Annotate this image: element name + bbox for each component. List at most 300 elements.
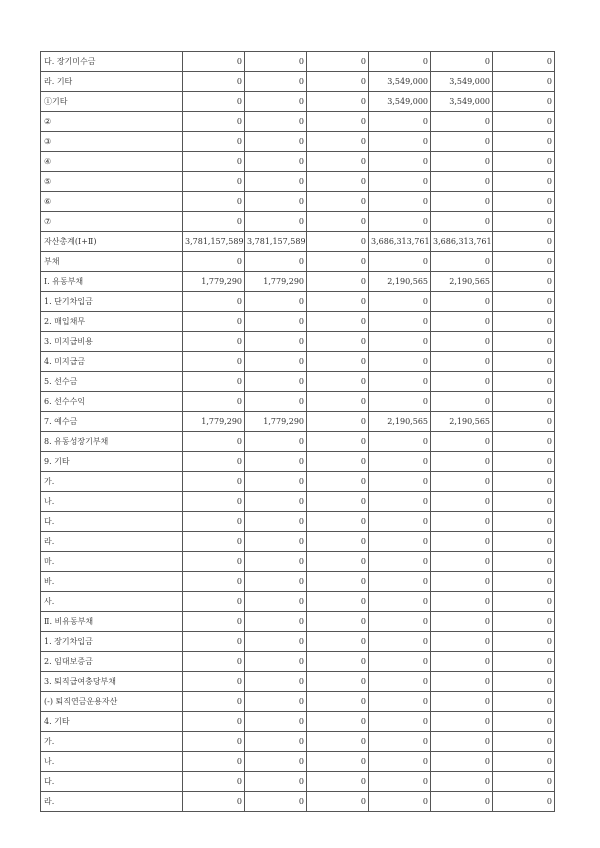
amount-cell: 2,190,565 bbox=[369, 272, 431, 292]
amount-cell: 0 bbox=[245, 672, 307, 692]
amount-cell: 0 bbox=[307, 612, 369, 632]
row-label: 자산총계(Ⅰ+Ⅱ) bbox=[41, 232, 183, 252]
amount-cell: 3,549,000 bbox=[431, 92, 493, 112]
amount-cell: 1,779,290 bbox=[245, 272, 307, 292]
amount-cell: 0 bbox=[307, 632, 369, 652]
amount-cell: 0 bbox=[183, 512, 245, 532]
amount-cell: 0 bbox=[493, 632, 555, 652]
amount-cell: 0 bbox=[369, 172, 431, 192]
table-row bbox=[41, 172, 555, 192]
amount-cell: 0 bbox=[307, 172, 369, 192]
amount-cell: 0 bbox=[245, 72, 307, 92]
amount-cell: 0 bbox=[307, 692, 369, 712]
amount-cell: 0 bbox=[307, 152, 369, 172]
table-row bbox=[41, 712, 555, 732]
amount-cell: 0 bbox=[369, 612, 431, 632]
amount-cell: 0 bbox=[307, 132, 369, 152]
row-label: 2. 매입채무 bbox=[41, 312, 183, 332]
amount-cell: 0 bbox=[183, 472, 245, 492]
table-row bbox=[41, 232, 555, 252]
amount-cell: 0 bbox=[369, 292, 431, 312]
amount-cell: 0 bbox=[307, 92, 369, 112]
amount-cell: 0 bbox=[431, 732, 493, 752]
amount-cell: 0 bbox=[369, 372, 431, 392]
amount-cell: 0 bbox=[369, 532, 431, 552]
amount-cell: 0 bbox=[431, 292, 493, 312]
amount-cell: 0 bbox=[493, 652, 555, 672]
amount-cell: 0 bbox=[431, 472, 493, 492]
amount-cell: 0 bbox=[493, 132, 555, 152]
row-label: 6. 선수수익 bbox=[41, 392, 183, 412]
amount-cell: 3,549,000 bbox=[369, 72, 431, 92]
amount-cell: 0 bbox=[493, 712, 555, 732]
amount-cell: 0 bbox=[245, 452, 307, 472]
table-row bbox=[41, 152, 555, 172]
amount-cell: 0 bbox=[307, 472, 369, 492]
row-label: 나. bbox=[41, 492, 183, 512]
amount-cell: 0 bbox=[369, 212, 431, 232]
amount-cell: 0 bbox=[183, 172, 245, 192]
row-label: 사. bbox=[41, 592, 183, 612]
table-row bbox=[41, 612, 555, 632]
amount-cell: 0 bbox=[245, 352, 307, 372]
table-row bbox=[41, 52, 555, 72]
amount-cell: 0 bbox=[431, 432, 493, 452]
amount-cell: 0 bbox=[307, 372, 369, 392]
amount-cell: 0 bbox=[493, 592, 555, 612]
amount-cell: 1,779,290 bbox=[183, 412, 245, 432]
amount-cell: 0 bbox=[183, 652, 245, 672]
amount-cell: 0 bbox=[369, 112, 431, 132]
row-label: 7. 예수금 bbox=[41, 412, 183, 432]
amount-cell: 0 bbox=[307, 672, 369, 692]
amount-cell: 0 bbox=[183, 452, 245, 472]
row-label: ⑦ bbox=[41, 212, 183, 232]
amount-cell: 0 bbox=[431, 332, 493, 352]
amount-cell: 0 bbox=[431, 712, 493, 732]
row-label: 다. 장기미수금 bbox=[41, 52, 183, 72]
amount-cell: 0 bbox=[307, 232, 369, 252]
amount-cell: 0 bbox=[307, 352, 369, 372]
amount-cell: 0 bbox=[369, 752, 431, 772]
amount-cell: 0 bbox=[431, 312, 493, 332]
table-row bbox=[41, 572, 555, 592]
amount-cell: 0 bbox=[183, 52, 245, 72]
amount-cell: 0 bbox=[245, 372, 307, 392]
amount-cell: 0 bbox=[431, 452, 493, 472]
amount-cell: 0 bbox=[183, 152, 245, 172]
amount-cell: 0 bbox=[245, 532, 307, 552]
row-label: 부채 bbox=[41, 252, 183, 272]
table-row bbox=[41, 652, 555, 672]
amount-cell: 0 bbox=[245, 692, 307, 712]
amount-cell: 0 bbox=[307, 752, 369, 772]
row-label: 가. bbox=[41, 472, 183, 492]
amount-cell: 0 bbox=[493, 472, 555, 492]
table-row bbox=[41, 672, 555, 692]
table-row bbox=[41, 552, 555, 572]
amount-cell: 0 bbox=[307, 292, 369, 312]
amount-cell: 0 bbox=[245, 252, 307, 272]
table-row bbox=[41, 272, 555, 292]
amount-cell: 3,686,313,761 bbox=[431, 232, 493, 252]
amount-cell: 0 bbox=[307, 272, 369, 292]
amount-cell: 0 bbox=[493, 212, 555, 232]
amount-cell: 0 bbox=[431, 352, 493, 372]
amount-cell: 0 bbox=[431, 652, 493, 672]
amount-cell: 0 bbox=[245, 112, 307, 132]
amount-cell: 0 bbox=[245, 312, 307, 332]
row-label: 4. 미지급금 bbox=[41, 352, 183, 372]
row-label: 4. 기타 bbox=[41, 712, 183, 732]
amount-cell: 0 bbox=[493, 72, 555, 92]
amount-cell: 0 bbox=[245, 772, 307, 792]
amount-cell: 0 bbox=[431, 532, 493, 552]
amount-cell: 0 bbox=[307, 492, 369, 512]
amount-cell: 0 bbox=[183, 392, 245, 412]
amount-cell: 0 bbox=[369, 732, 431, 752]
amount-cell: 0 bbox=[369, 572, 431, 592]
amount-cell: 0 bbox=[431, 172, 493, 192]
amount-cell: 0 bbox=[431, 752, 493, 772]
amount-cell: 0 bbox=[493, 172, 555, 192]
amount-cell: 0 bbox=[369, 772, 431, 792]
amount-cell: 0 bbox=[431, 692, 493, 712]
amount-cell: 0 bbox=[493, 752, 555, 772]
amount-cell: 0 bbox=[245, 492, 307, 512]
amount-cell: 0 bbox=[493, 272, 555, 292]
amount-cell: 0 bbox=[183, 792, 245, 812]
amount-cell: 0 bbox=[369, 472, 431, 492]
amount-cell: 0 bbox=[431, 552, 493, 572]
amount-cell: 0 bbox=[245, 732, 307, 752]
row-label: Ⅰ. 유동부채 bbox=[41, 272, 183, 292]
amount-cell: 0 bbox=[183, 632, 245, 652]
amount-cell: 0 bbox=[493, 572, 555, 592]
amount-cell: 0 bbox=[369, 712, 431, 732]
amount-cell: 0 bbox=[307, 652, 369, 672]
amount-cell: 0 bbox=[369, 192, 431, 212]
amount-cell: 0 bbox=[183, 552, 245, 572]
balance-sheet-table bbox=[40, 51, 555, 812]
amount-cell: 0 bbox=[245, 52, 307, 72]
amount-cell: 0 bbox=[431, 492, 493, 512]
table-row bbox=[41, 432, 555, 452]
amount-cell: 0 bbox=[183, 752, 245, 772]
amount-cell: 0 bbox=[245, 472, 307, 492]
amount-cell: 0 bbox=[493, 152, 555, 172]
amount-cell: 0 bbox=[369, 632, 431, 652]
table-row bbox=[41, 352, 555, 372]
amount-cell: 3,549,000 bbox=[369, 92, 431, 112]
amount-cell: 0 bbox=[245, 572, 307, 592]
row-label: 나. bbox=[41, 752, 183, 772]
amount-cell: 0 bbox=[493, 92, 555, 112]
amount-cell: 0 bbox=[431, 512, 493, 532]
amount-cell: 0 bbox=[245, 332, 307, 352]
amount-cell: 0 bbox=[431, 592, 493, 612]
amount-cell: 0 bbox=[307, 552, 369, 572]
table-row bbox=[41, 692, 555, 712]
amount-cell: 0 bbox=[183, 352, 245, 372]
amount-cell: 0 bbox=[307, 192, 369, 212]
amount-cell: 2,190,565 bbox=[369, 412, 431, 432]
amount-cell: 0 bbox=[369, 692, 431, 712]
amount-cell: 0 bbox=[307, 712, 369, 732]
amount-cell: 3,549,000 bbox=[431, 72, 493, 92]
amount-cell: 0 bbox=[307, 432, 369, 452]
row-label: 다. bbox=[41, 512, 183, 532]
table-body bbox=[41, 52, 555, 812]
amount-cell: 1,779,290 bbox=[183, 272, 245, 292]
table-row bbox=[41, 112, 555, 132]
table-row bbox=[41, 532, 555, 552]
amount-cell: 0 bbox=[431, 112, 493, 132]
row-label: ③ bbox=[41, 132, 183, 152]
table-row bbox=[41, 592, 555, 612]
amount-cell: 0 bbox=[245, 172, 307, 192]
table-row bbox=[41, 632, 555, 652]
amount-cell: 0 bbox=[183, 612, 245, 632]
table-row bbox=[41, 412, 555, 432]
amount-cell: 0 bbox=[431, 772, 493, 792]
amount-cell: 0 bbox=[183, 372, 245, 392]
amount-cell: 0 bbox=[307, 532, 369, 552]
amount-cell: 0 bbox=[307, 792, 369, 812]
amount-cell: 0 bbox=[369, 592, 431, 612]
amount-cell: 0 bbox=[493, 692, 555, 712]
amount-cell: 0 bbox=[245, 132, 307, 152]
amount-cell: 0 bbox=[245, 92, 307, 112]
amount-cell: 0 bbox=[183, 772, 245, 792]
amount-cell: 0 bbox=[493, 392, 555, 412]
row-label: 라. bbox=[41, 532, 183, 552]
table-row bbox=[41, 492, 555, 512]
amount-cell: 2,190,565 bbox=[431, 272, 493, 292]
row-label: 1. 장기차입금 bbox=[41, 632, 183, 652]
amount-cell: 0 bbox=[493, 412, 555, 432]
amount-cell: 0 bbox=[245, 652, 307, 672]
amount-cell: 3,781,157,589 bbox=[183, 232, 245, 252]
amount-cell: 0 bbox=[183, 332, 245, 352]
table-row bbox=[41, 372, 555, 392]
amount-cell: 0 bbox=[493, 252, 555, 272]
table-row bbox=[41, 752, 555, 772]
amount-cell: 3,686,313,761 bbox=[369, 232, 431, 252]
amount-cell: 0 bbox=[369, 512, 431, 532]
row-label: 2. 임대보증금 bbox=[41, 652, 183, 672]
amount-cell: 0 bbox=[307, 412, 369, 432]
amount-cell: 0 bbox=[245, 612, 307, 632]
amount-cell: 0 bbox=[369, 432, 431, 452]
amount-cell: 0 bbox=[307, 392, 369, 412]
amount-cell: 0 bbox=[369, 252, 431, 272]
amount-cell: 0 bbox=[245, 192, 307, 212]
amount-cell: 0 bbox=[493, 452, 555, 472]
amount-cell: 0 bbox=[307, 592, 369, 612]
row-label: 5. 선수금 bbox=[41, 372, 183, 392]
amount-cell: 0 bbox=[493, 532, 555, 552]
amount-cell: 0 bbox=[183, 592, 245, 612]
row-label: ①기타 bbox=[41, 92, 183, 112]
amount-cell: 0 bbox=[183, 92, 245, 112]
amount-cell: 0 bbox=[245, 712, 307, 732]
amount-cell: 0 bbox=[493, 112, 555, 132]
table-row bbox=[41, 512, 555, 532]
amount-cell: 0 bbox=[183, 312, 245, 332]
amount-cell: 0 bbox=[369, 152, 431, 172]
amount-cell: 0 bbox=[493, 292, 555, 312]
amount-cell: 0 bbox=[307, 52, 369, 72]
row-label: 마. bbox=[41, 552, 183, 572]
amount-cell: 0 bbox=[431, 192, 493, 212]
table-row bbox=[41, 772, 555, 792]
amount-cell: 0 bbox=[183, 492, 245, 512]
amount-cell: 0 bbox=[493, 552, 555, 572]
amount-cell: 0 bbox=[183, 252, 245, 272]
row-label: 라. 기타 bbox=[41, 72, 183, 92]
table-row bbox=[41, 92, 555, 112]
amount-cell: 0 bbox=[493, 492, 555, 512]
amount-cell: 0 bbox=[369, 392, 431, 412]
amount-cell: 0 bbox=[183, 192, 245, 212]
amount-cell: 0 bbox=[307, 252, 369, 272]
amount-cell: 0 bbox=[245, 512, 307, 532]
amount-cell: 0 bbox=[431, 612, 493, 632]
table-row bbox=[41, 312, 555, 332]
amount-cell: 0 bbox=[431, 672, 493, 692]
row-label: 3. 퇴직급여충당부채 bbox=[41, 672, 183, 692]
amount-cell: 0 bbox=[369, 652, 431, 672]
amount-cell: 0 bbox=[183, 712, 245, 732]
amount-cell: 0 bbox=[307, 772, 369, 792]
amount-cell: 0 bbox=[183, 132, 245, 152]
amount-cell: 0 bbox=[493, 792, 555, 812]
amount-cell: 0 bbox=[183, 72, 245, 92]
amount-cell: 0 bbox=[369, 452, 431, 472]
amount-cell: 0 bbox=[431, 632, 493, 652]
amount-cell: 0 bbox=[369, 492, 431, 512]
amount-cell: 0 bbox=[493, 352, 555, 372]
amount-cell: 2,190,565 bbox=[431, 412, 493, 432]
row-label: ④ bbox=[41, 152, 183, 172]
amount-cell: 0 bbox=[369, 552, 431, 572]
amount-cell: 0 bbox=[307, 732, 369, 752]
amount-cell: 1,779,290 bbox=[245, 412, 307, 432]
amount-cell: 0 bbox=[493, 192, 555, 212]
amount-cell: 0 bbox=[245, 432, 307, 452]
row-label: 라. bbox=[41, 792, 183, 812]
amount-cell: 0 bbox=[493, 312, 555, 332]
row-label: 다. bbox=[41, 772, 183, 792]
amount-cell: 0 bbox=[431, 252, 493, 272]
amount-cell: 0 bbox=[431, 152, 493, 172]
row-label: ⑥ bbox=[41, 192, 183, 212]
table-row bbox=[41, 192, 555, 212]
amount-cell: 0 bbox=[493, 372, 555, 392]
table-row bbox=[41, 212, 555, 232]
amount-cell: 0 bbox=[245, 752, 307, 772]
row-label: ⑤ bbox=[41, 172, 183, 192]
amount-cell: 0 bbox=[183, 212, 245, 232]
balance-sheet bbox=[40, 51, 554, 812]
amount-cell: 0 bbox=[307, 212, 369, 232]
amount-cell: 0 bbox=[245, 792, 307, 812]
amount-cell: 0 bbox=[245, 212, 307, 232]
amount-cell: 0 bbox=[183, 692, 245, 712]
amount-cell: 0 bbox=[431, 212, 493, 232]
amount-cell: 0 bbox=[369, 132, 431, 152]
row-label: 가. bbox=[41, 732, 183, 752]
amount-cell: 0 bbox=[493, 512, 555, 532]
amount-cell: 0 bbox=[183, 672, 245, 692]
amount-cell: 0 bbox=[245, 552, 307, 572]
table-row bbox=[41, 332, 555, 352]
amount-cell: 0 bbox=[369, 792, 431, 812]
amount-cell: 0 bbox=[183, 112, 245, 132]
amount-cell: 0 bbox=[431, 392, 493, 412]
amount-cell: 0 bbox=[493, 612, 555, 632]
amount-cell: 0 bbox=[369, 312, 431, 332]
amount-cell: 0 bbox=[245, 292, 307, 312]
amount-cell: 0 bbox=[307, 112, 369, 132]
amount-cell: 0 bbox=[307, 572, 369, 592]
amount-cell: 3,781,157,589 bbox=[245, 232, 307, 252]
amount-cell: 0 bbox=[183, 732, 245, 752]
row-label: Ⅱ. 비유동부채 bbox=[41, 612, 183, 632]
table-row bbox=[41, 292, 555, 312]
row-label: 바. bbox=[41, 572, 183, 592]
amount-cell: 0 bbox=[431, 792, 493, 812]
amount-cell: 0 bbox=[245, 152, 307, 172]
amount-cell: 0 bbox=[493, 732, 555, 752]
amount-cell: 0 bbox=[493, 52, 555, 72]
amount-cell: 0 bbox=[307, 452, 369, 472]
amount-cell: 0 bbox=[369, 332, 431, 352]
row-label: 8. 유동성장기부채 bbox=[41, 432, 183, 452]
table-row bbox=[41, 792, 555, 812]
table-row bbox=[41, 72, 555, 92]
amount-cell: 0 bbox=[493, 332, 555, 352]
table-row bbox=[41, 472, 555, 492]
amount-cell: 0 bbox=[493, 432, 555, 452]
amount-cell: 0 bbox=[369, 672, 431, 692]
amount-cell: 0 bbox=[183, 432, 245, 452]
amount-cell: 0 bbox=[431, 132, 493, 152]
amount-cell: 0 bbox=[307, 512, 369, 532]
amount-cell: 0 bbox=[493, 772, 555, 792]
table-row bbox=[41, 452, 555, 472]
amount-cell: 0 bbox=[493, 232, 555, 252]
amount-cell: 0 bbox=[493, 672, 555, 692]
amount-cell: 0 bbox=[307, 312, 369, 332]
amount-cell: 0 bbox=[183, 572, 245, 592]
amount-cell: 0 bbox=[431, 52, 493, 72]
table-row bbox=[41, 132, 555, 152]
amount-cell: 0 bbox=[183, 292, 245, 312]
table-row bbox=[41, 392, 555, 412]
amount-cell: 0 bbox=[307, 72, 369, 92]
amount-cell: 0 bbox=[431, 572, 493, 592]
row-label: 3. 미지급비용 bbox=[41, 332, 183, 352]
amount-cell: 0 bbox=[431, 372, 493, 392]
row-label: (-) 퇴직연금운용자산 bbox=[41, 692, 183, 712]
amount-cell: 0 bbox=[245, 592, 307, 612]
table-row bbox=[41, 252, 555, 272]
amount-cell: 0 bbox=[369, 352, 431, 372]
amount-cell: 0 bbox=[369, 52, 431, 72]
amount-cell: 0 bbox=[183, 532, 245, 552]
